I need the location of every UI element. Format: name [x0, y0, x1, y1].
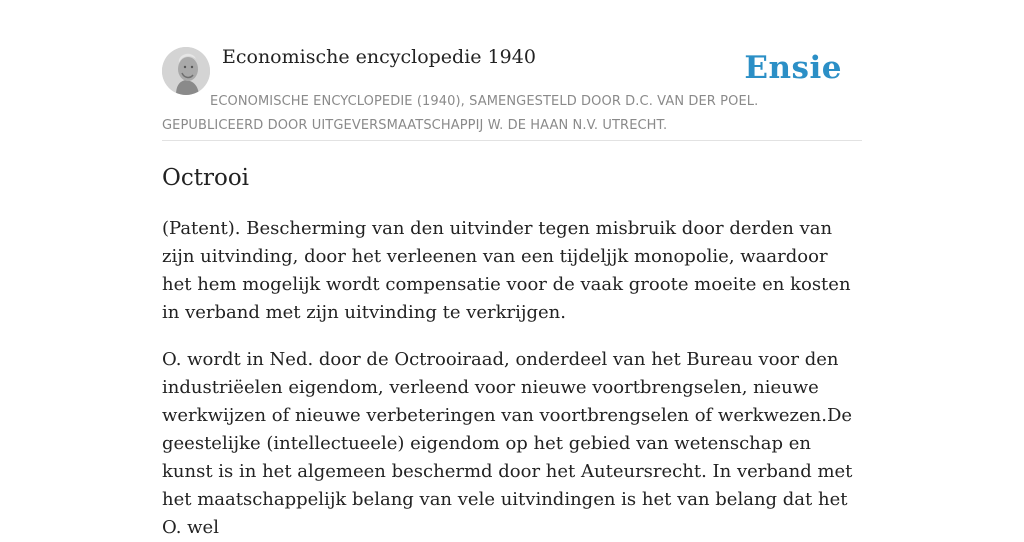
book-header — [162, 46, 862, 141]
author-portrait-icon[interactable] — [162, 47, 210, 95]
entry-title: Octrooi — [162, 165, 250, 191]
entry-paragraph: O. wordt in Ned. door de Octrooiraad, onderdeel van het Bureau voor den industriëelen eigendom, verleend voor nieuwe voortbrengselen, nieuwe werkwijzen of nieuwe verbeteringen van voortbrengselen of werkwezen.De geestelijke (intellectueele) eigendom op het gebied van wetenschap en kunst is in het algemeen beschermd door het Auteursrecht. In verband met het maatschappelijk belang van vele uitvindingen is het van belang dat het O. wel — [162, 349, 853, 538]
ensie-logo-link[interactable]: Ensie — [744, 50, 842, 86]
book-title-link[interactable]: Economische encyclopedie 1940 — [222, 46, 536, 68]
book-subtitle: ECONOMISCHE ENCYCLOPEDIE (1940), SAMENGESTELD DOOR D.C. VAN DER POEL. GEPUBLICEERD DOOR UITGEVERSMAATSCHAPPIJ W. DE HAAN N.V. UTRECHT. — [162, 94, 759, 133]
entry-paragraph: (Patent). Bescherming van den uitvinder tegen misbruik door derden van zijn uitvinding, door het verleenen van een tijdeljjk monopolie, waardoor het hem mogelijk wordt compensatie voor de vaak groote moeite en kosten in verband met zijn uitvinding te verkrijgen. — [162, 218, 851, 323]
page-container — [162, 46, 862, 542]
